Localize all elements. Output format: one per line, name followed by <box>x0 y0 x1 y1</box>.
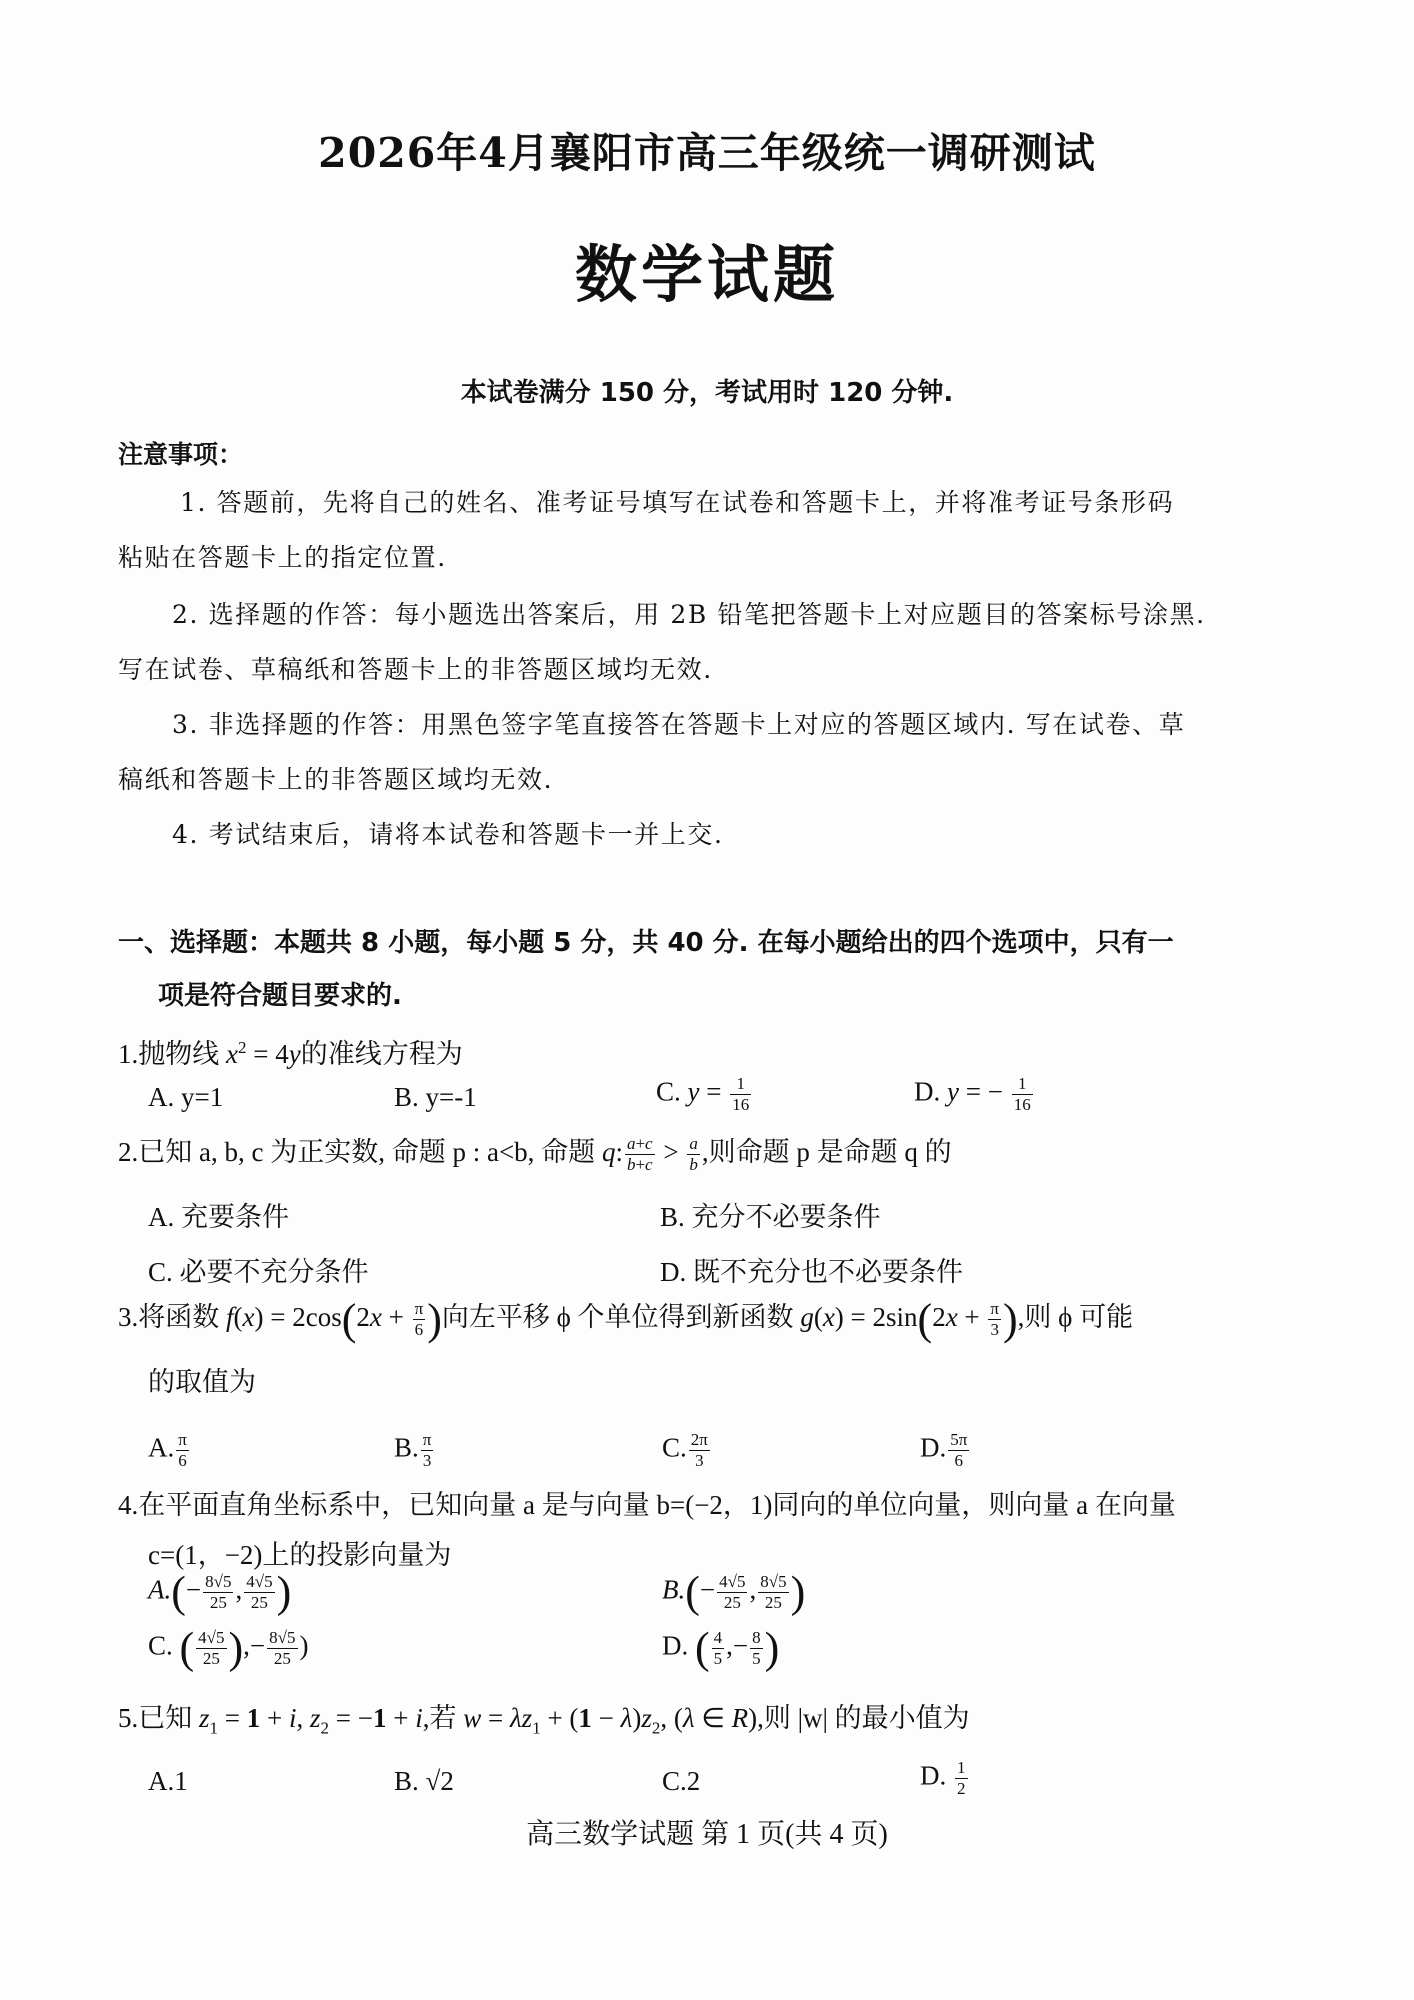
notice-heading: 注意事项： <box>118 440 244 469</box>
notice-line: 1. 答题前，先将自己的姓名、准考证号填写在试卷和答题卡上，并将准考证号条形码 <box>180 488 1175 517</box>
question-1: 1.抛物线 $x^2 = 4y$的准线方程为 <box>118 1038 463 1069</box>
notice-line: 4. 考试结束后，请将本试卷和答题卡一并上交. <box>172 820 724 849</box>
q1-option-a: A. y=1 <box>148 1082 224 1112</box>
notice-line: 3. 非选择题的作答：用黑色签字笔直接答在答题卡上对应的答题区域内. 写在试卷、草 <box>172 710 1186 739</box>
q4-option-b: B.(− $\frac{4√5}{25}$ , $\frac{8√5}{25}$ ) <box>662 1567 806 1617</box>
question-3: 3.将函数 f(x) = 2cos(2x + $\frac{\pi}{6}$ )向左平移 ϕ 个单位得到新函数 g(x) = 2sin(2x + $\frac{\pi}{3}$ ),则 ϕ 可能 <box>118 1294 1134 1344</box>
notice-line: 粘贴在答题卡上的指定位置. <box>118 543 447 572</box>
q3-option-a: A. $\frac{\pi}{6}$ <box>148 1430 187 1470</box>
q3-option-b: B. $\frac{\pi}{3}$ <box>394 1430 432 1470</box>
notice-line: 2. 选择题的作答：每小题选出答案后，用 2B 铅笔把答题卡上对应题目的答案标号涂黑. <box>172 600 1206 629</box>
subject-title: 数学试题 <box>574 238 839 311</box>
question-3-cont: 的取值为 <box>148 1367 256 1397</box>
notice-line: 稿纸和答题卡上的非答题区域均无效. <box>118 765 554 794</box>
q5-option-d: D. $\frac{1}{2}$ <box>920 1758 966 1798</box>
q3-option-c: C. $\frac{2\pi}{3}$ <box>662 1430 708 1470</box>
q5-option-a: A.1 <box>148 1766 188 1796</box>
q2-option-d: D. 既不充分也不必要条件 <box>660 1257 963 1287</box>
question-4: 4.在平面直角坐标系中，已知向量 a 是与向量 b=(−2，1)同向的单位向量，则向量 a 在向量 <box>118 1490 1176 1520</box>
q2-option-b: B. 充分不必要条件 <box>660 1202 881 1232</box>
exam-title: 2026年4月襄阳市高三年级统一调研测试 <box>318 129 1096 177</box>
section-heading-cont: 项是符合题目要求的. <box>158 981 402 1011</box>
section-heading: 一、选择题：本题共 8 小题，每小题 5 分，共 40 分. 在每小题给出的四个选项中，只有一 <box>118 928 1174 958</box>
question-5: 5.已知 $z_1 = 1 + i$, $z_2 = -1 + i$,若 $w = \lambda z_1 + (1 - \lambda)z_2$, (λ ∈ R),则 |w| 的最小值为 <box>118 1703 970 1738</box>
score-note: 本试卷满分 150 分，考试用时 120 分钟. <box>460 378 954 408</box>
question-2: 2.已知 a, b, c 为正实数, 命题 p : a<b, 命题 q: $\frac{a+c}{b+c}$ > $\frac{a}{b}$ ,则命题 p 是命题 q 的 <box>118 1134 952 1175</box>
notice-line: 写在试卷、草稿纸和答题卡上的非答题区域均无效. <box>118 655 713 684</box>
q5-option-c: C.2 <box>662 1766 701 1796</box>
q5-option-b: B. √2 <box>394 1766 454 1796</box>
q4-option-d: D. ( $\frac{4}{5}$ ,− $\frac{8}{5}$ ) <box>662 1623 780 1673</box>
q1-option-b: B. y=-1 <box>394 1082 477 1112</box>
q2-option-c: C. 必要不充分条件 <box>148 1257 369 1287</box>
q4-option-a: A.(− $\frac{8√5}{25}$ , $\frac{4√5}{25}$ ) <box>148 1567 292 1617</box>
q1-option-c: C. y = $\frac{1}{16}$ <box>656 1074 750 1114</box>
q2-option-a: A. 充要条件 <box>148 1202 289 1232</box>
q3-option-d: D. $\frac{5\pi}{6}$ <box>920 1430 968 1470</box>
q4-option-c: C. ( $\frac{4√5}{25}$ ),− $\frac{8√5}{25}$ ) <box>148 1623 309 1673</box>
page-footer: 高三数学试题 第 1 页(共 4 页) <box>526 1819 888 1850</box>
question-4-cont: c=(1，−2)上的投影向量为 <box>148 1540 452 1570</box>
q1-option-d: D. y = − $\frac{1}{16}$ <box>914 1074 1031 1114</box>
